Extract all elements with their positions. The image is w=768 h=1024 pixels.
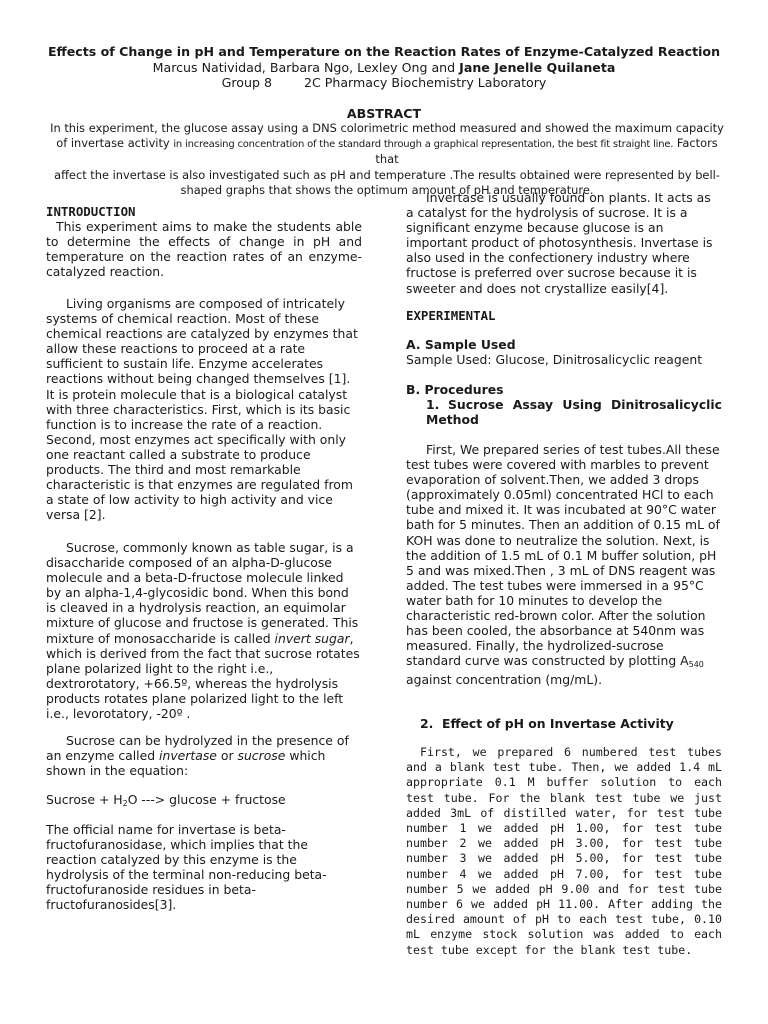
authors-list: Marcus Natividad, Barbara Ngo, Lexley Ong and xyxy=(152,59,460,75)
intro-paragraph-2: Living organisms are composed of intricately systems of chemical reaction. Most of these chemical reactions are catalyzed by enzymes that allow these reactions to proceed at a rate sufficient to sustain life. Enzyme accelerates reactions without being changed themselves [1]. It is protein molecule that is a biological catalyst with three characteristics. First, which is its basic function is to increase the rate of a reaction. Second, most enzymes act specifically with only one reactant called a substrate to produce products. The third and most remarkable characteristic is that enzymes are regulated from a state of low activity to high activity and vice versa [2]. xyxy=(46,296,358,523)
author-line xyxy=(30,60,738,76)
abstract-text xyxy=(44,121,730,198)
author-bold: Jane Jenelle Quilaneta xyxy=(459,59,616,75)
paper-header xyxy=(30,44,738,91)
sample-used-text: Sample Used: Glucose, Dinitrosalicyclic reagent xyxy=(406,352,703,367)
procedure-2-heading: 2. Effect of pH on Invertase Activity xyxy=(420,716,674,731)
introduction-heading: INTRODUCTION xyxy=(46,204,136,219)
intro-paragraph-5: The official name for invertase is beta-fructofuranosidase, which implies that the reaction catalyzed by this enzyme is the hydrolysis of the terminal non-reducing beta-fructofuranoside residues in beta-fructofuranosides[3]. xyxy=(46,822,327,913)
abstract-heading: ABSTRACT xyxy=(346,106,422,121)
abstract-line-3: affect the invertase is also investigated such as pH and temperature .The results obtained were represented by bell- xyxy=(54,167,720,182)
group-number: Group 8 xyxy=(221,75,272,90)
intro-paragraph-3: Sucrose, commonly known as table sugar, is a disaccharide composed of an alpha-D-glucose molecule and a beta-D-fructose molecule linked by an alpha-1,4-glycosidic bond. When this bond is cleaved in a hydrolysis reaction, an equimolar mixture of glucose and fructose is generated. This mixture of monosaccharide is called invert sugar, which is derived from the fact that sucrose rotates plane polarized light to the right i.e., dextrorotatory, +66.5º, whereas the hydrolysis products rotates plane polarized light to the left i.e., levorotatory, -20º . xyxy=(46,540,360,722)
experimental-heading: EXPERIMENTAL xyxy=(406,308,496,323)
sample-used-heading: A. Sample Used xyxy=(406,337,516,352)
course-name: 2C Pharmacy Biochemistry Laboratory xyxy=(303,75,547,90)
procedure-1-heading: 1. Sucrose Assay Using Dinitrosalicyclic Method xyxy=(426,397,722,428)
procedure-2-text: First, we prepared 6 numbered test tubes and a blank test tube. Then, we added 1.4 mL appropriate 0.1 M buffer solution to each test tube. For the blank test tube we just added 3mL of distilled water, for test tube number 1 we added pH 1.00, for test tube number 2 we added pH 3.00, for test tube number 3 we added pH 5.00, for test tube number 4 we added pH 7.00, for test tube number 5 we added pH 9.00 and for test tube number 6 we added pH 11.00. After adding the desired amount of pH to each test tube, 0.10 mL enzyme stock solution was added to each test tube except for the blank test tube. xyxy=(406,745,722,957)
group-line xyxy=(30,75,738,91)
abstract-line-4: shaped graphs that shows the optimum amount of pH and temperature. xyxy=(180,182,594,197)
paper-title: Effects of Change in pH and Temperature on the Reaction Rates of Enzyme-Catalyzed Reaction xyxy=(47,44,721,59)
invertase-paragraph: Invertase is usually found on plants. It acts as a catalyst for the hydrolysis of sucrose. It is a significant enzyme because glucose is an important product of photosynthesis. Invertase is also used in the confectionery industry where fructose is preferred over sucrose because it is sweeter and does not crystallize easily[4]. xyxy=(406,190,713,296)
intro-paragraph-1: This experiment aims to make the students able to determine the effects of change in pH and temperature on the reaction rates of an enzyme-catalyzed reaction. xyxy=(46,219,362,280)
abstract-line-1: In this experiment, the glucose assay using a DNS colorimetric method measured and showed the maximum capacity xyxy=(50,121,724,135)
procedures-heading: B. Procedures xyxy=(406,382,504,397)
abstract-line-2: of invertase activity in increasing concentration of the standard through a graphical representation, the best fit straight line. Factors that xyxy=(56,136,718,167)
procedure-1-text: First, We prepared series of test tubes.All these test tubes were covered with marbles to prevent evaporation of solvent.Then, we added 3 drops (approximately 0.05ml) concentrated HCl to each tube and mixed it. It was incubated at 90°C water bath for 5 minutes. Then an addition of 0.15 mL of KOH was done to neutralize the solution. Next, is the addition of 1.5 mL of 0.1 M buffer solution, pH 5 and was mixed.Then , 3 mL of DNS reagent was added. The test tubes were immersed in a 95°C water bath for 10 minutes to develop the characteristic red-brown color. After the solution has been cooled, the absorbance at 540nm was measured. Finally, the hydrolized-sucrose standard curve was constructed by plotting A540 against concentration (mg/mL). xyxy=(406,442,720,688)
intro-paragraph-4: Sucrose can be hydrolyzed in the presence of an enzyme called invertase or sucrose which shown in the equation: xyxy=(46,733,349,779)
sucrose-equation: Sucrose + $H_2O$ ---> glucose + fructose xyxy=(46,792,286,808)
